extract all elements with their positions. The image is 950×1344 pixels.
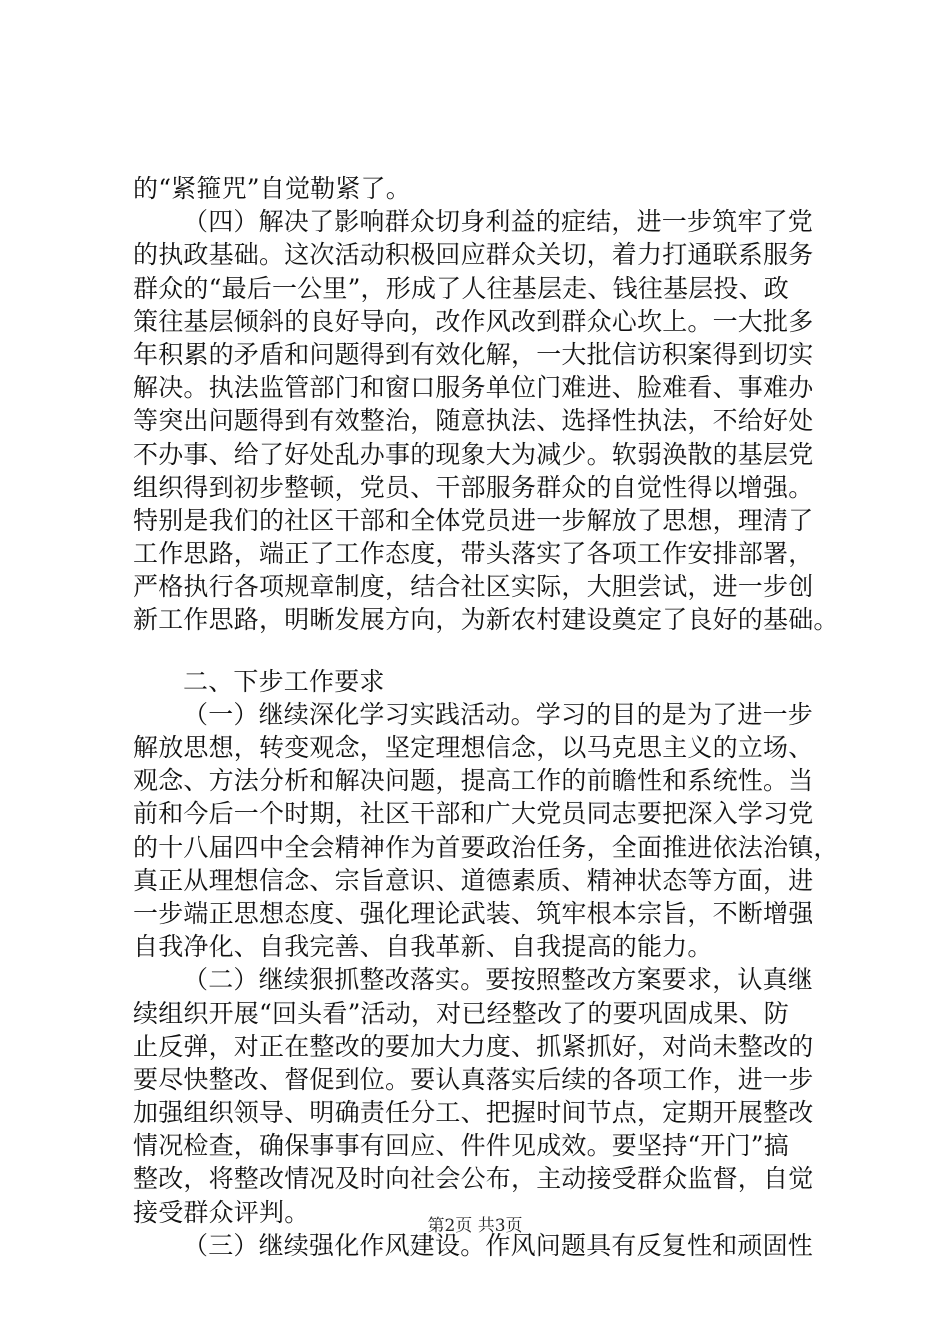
text-line: （一）继续深化学习实践活动。学习的目的是为了进一步 — [183, 699, 814, 729]
text-line: 工作思路，端正了工作态度，带头落实了各项工作安排部署， — [133, 539, 814, 569]
section-achievements — [133, 172, 839, 637]
text-line: 组织得到初步整顿，党员、干部服务群众的自觉性得以增强。 — [133, 472, 814, 502]
text-line: 群众的“最后一公里”，形成了人往基层走、钱往基层投、政 — [133, 273, 789, 303]
text-line: 自我净化、自我完善、自我革新、自我提高的能力。 — [133, 932, 713, 962]
text-line: 接受群众评判。 — [133, 1197, 310, 1227]
text-line: 续组织开展“回头看”活动，对已经整改了的要巩固成果、防 — [133, 998, 789, 1028]
section-heading: 二、下步工作要求 — [183, 666, 385, 696]
text-line: 要尽快整改、督促到位。要认真落实后续的各项工作，进一步 — [133, 1064, 814, 1094]
paragraph-gap — [133, 637, 833, 665]
text-line: 观念、方法分析和解决问题，提高工作的前瞻性和系统性。当 — [133, 766, 814, 796]
text-line: 整改，将整改情况及时向社会公布，主动接受群众监督，自觉 — [133, 1164, 814, 1194]
text-line: 策往基层倾斜的良好导向，改作风改到群众心坎上。一大批多 — [133, 306, 814, 336]
page-footer: 第2页 共3页 — [427, 1216, 523, 1236]
text-line: （四）解决了影响群众切身利益的症结，进一步筑牢了党 — [183, 207, 814, 237]
text-line: 新工作思路，明晰发展方向，为新农村建设奠定了良好的基础。 — [133, 605, 839, 635]
text-line: 解放思想，转变观念，坚定理想信念，以马克思主义的立场、 — [133, 733, 814, 762]
text-line: （三）继续强化作风建设。作风问题具有反复性和顽固性 — [183, 1230, 814, 1260]
text-line: 等突出问题得到有效整治，随意执法、选择性执法，不给好处 — [133, 406, 814, 436]
text-line: 的十八届四中全会精神作为首要政治任务，全面推进依法治镇， — [133, 832, 839, 862]
text-line: 不办事、给了好处乱办事的现象大为减少。软弱涣散的基层党 — [133, 439, 814, 469]
text-line: 严格执行各项规章制度，结合社区实际，大胆尝试，进一步创 — [133, 572, 814, 602]
text-line: 止反弹，对正在整改的要加大力度、抓紧抓好，对尚未整改的 — [133, 1031, 814, 1061]
text-line: 真正从理想信念、宗旨意识、道德素质、精神状态等方面，进 — [133, 865, 814, 895]
section-next-steps — [133, 698, 839, 1262]
text-line: 加强组织领导、明确责任分工、把握时间节点，定期开展整改 — [133, 1098, 814, 1128]
document-body — [133, 172, 839, 1262]
text-line: 特别是我们的社区干部和全体党员进一步解放了思想，理清了 — [133, 505, 814, 535]
text-line: 前和今后一个时期，社区干部和广大党员同志要把深入学习党 — [133, 799, 814, 829]
text-line: 的执政基础。这次活动积极回应群众关切，着力打通联系服务 — [133, 240, 814, 270]
text-line: （二）继续狠抓整改落实。要按照整改方案要求，认真继 — [183, 965, 814, 995]
text-line: 情况检查，确保事事有回应、件件见成效。要坚持“开门”搞 — [133, 1131, 789, 1161]
text-line: 的“紧箍咒”自觉勒紧了。 — [133, 174, 411, 203]
text-line: 一步端正思想态度、强化理论武装、筑牢根本宗旨，不断增强 — [133, 898, 814, 928]
text-line: 年积累的矛盾和问题得到有效化解，一大批信访积案得到切实 — [133, 339, 814, 369]
text-line: 解决。执法监管部门和窗口服务单位门难进、脸难看、事难办 — [133, 373, 814, 403]
